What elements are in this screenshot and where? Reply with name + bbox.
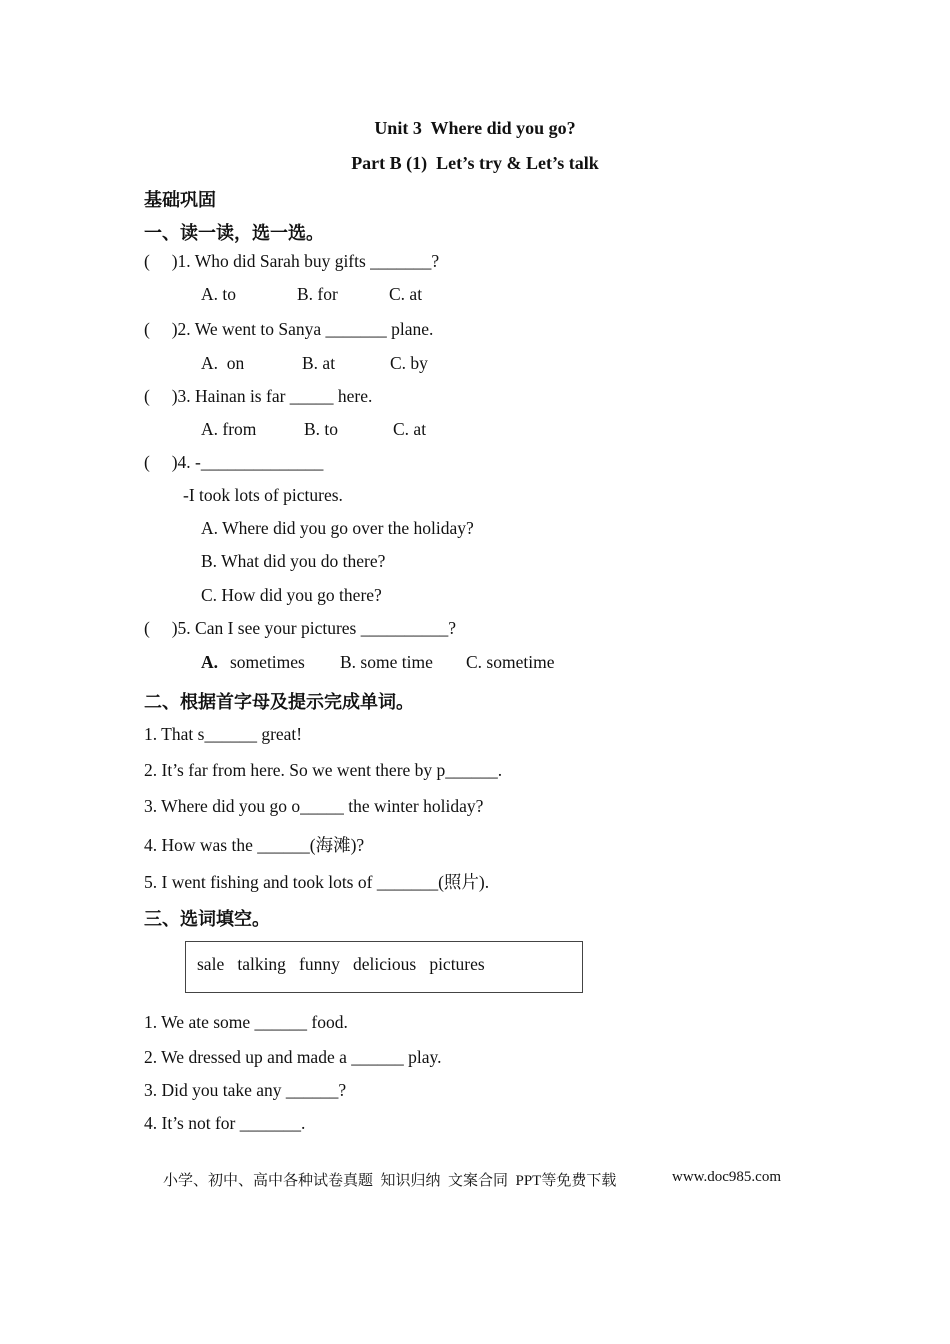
q4-option-a: A. Where did you go over the holiday? bbox=[201, 518, 474, 538]
q4-option-b: B. What did you do there? bbox=[201, 551, 386, 571]
part3-item-1: 1. We ate some ______ food. bbox=[144, 1012, 348, 1032]
q2-option-b: B. at bbox=[302, 353, 336, 373]
question-5: ( )5. Can I see your pictures __________? bbox=[144, 618, 457, 638]
question-3: ( )3. Hainan is far _____ here. bbox=[144, 386, 373, 406]
word-bank: sale talking funny delicious pictures bbox=[197, 954, 485, 974]
part2-item-1: 1. That s______ great! bbox=[144, 724, 303, 744]
part2-item-2: 2. It’s far from here. So we went there by p______. bbox=[144, 760, 503, 780]
q3-option-c: C. at bbox=[393, 419, 427, 439]
q1-option-c: C. at bbox=[389, 284, 423, 304]
q1-option-b: B. for bbox=[297, 284, 338, 304]
part3-heading: 三、选词填空。 bbox=[144, 909, 270, 930]
q4-option-c: C. How did you go there? bbox=[201, 585, 382, 605]
page-title: Unit 3 Where did you go? bbox=[374, 118, 576, 138]
q4-reply: -I took lots of pictures. bbox=[183, 485, 343, 505]
part2-item-5: 5. I went fishing and took lots of _______(照片). bbox=[144, 872, 490, 892]
q3-option-a: A. from bbox=[201, 419, 257, 439]
part3-item-2: 2. We dressed up and made a ______ play. bbox=[144, 1047, 442, 1067]
part2-item-4: 4. How was the ______(海滩)? bbox=[144, 835, 365, 855]
footer-text: 小学、初中、高中各种试卷真题 知识归纳 文案合同 PPT等免费下载 bbox=[163, 1173, 617, 1189]
part2-item-3: 3. Where did you go o_____ the winter holiday? bbox=[144, 796, 484, 816]
part3-item-3: 3. Did you take any ______? bbox=[144, 1080, 347, 1100]
q5-option-c: C. sometime bbox=[466, 652, 555, 672]
section-label: 基础巩固 bbox=[144, 190, 216, 211]
question-2: ( )2. We went to Sanya _______ plane. bbox=[144, 319, 434, 339]
q3-option-b: B. to bbox=[304, 419, 339, 439]
q5-option-a-text: sometimes bbox=[230, 652, 305, 672]
part3-item-4: 4. It’s not for _______. bbox=[144, 1113, 306, 1133]
q2-option-a: A. on bbox=[201, 353, 245, 373]
question-1: ( )1. Who did Sarah buy gifts _______? bbox=[144, 251, 440, 271]
word-bank-box bbox=[185, 941, 583, 993]
footer-url[interactable]: www.doc985.com bbox=[672, 1169, 782, 1185]
part1-heading: 一、读一读，选一选。 bbox=[144, 223, 324, 244]
question-4: ( )4. -______________ bbox=[144, 452, 324, 472]
page-subtitle: Part B (1) Let’s try & Let’s talk bbox=[351, 153, 599, 173]
q5-option-b: B. some time bbox=[340, 652, 433, 672]
q2-option-c: C. by bbox=[390, 353, 428, 373]
q5-option-a-letter: A. bbox=[201, 652, 219, 672]
part2-heading: 二、根据首字母及提示完成单词。 bbox=[144, 692, 414, 713]
q1-option-a: A. to bbox=[201, 284, 236, 304]
